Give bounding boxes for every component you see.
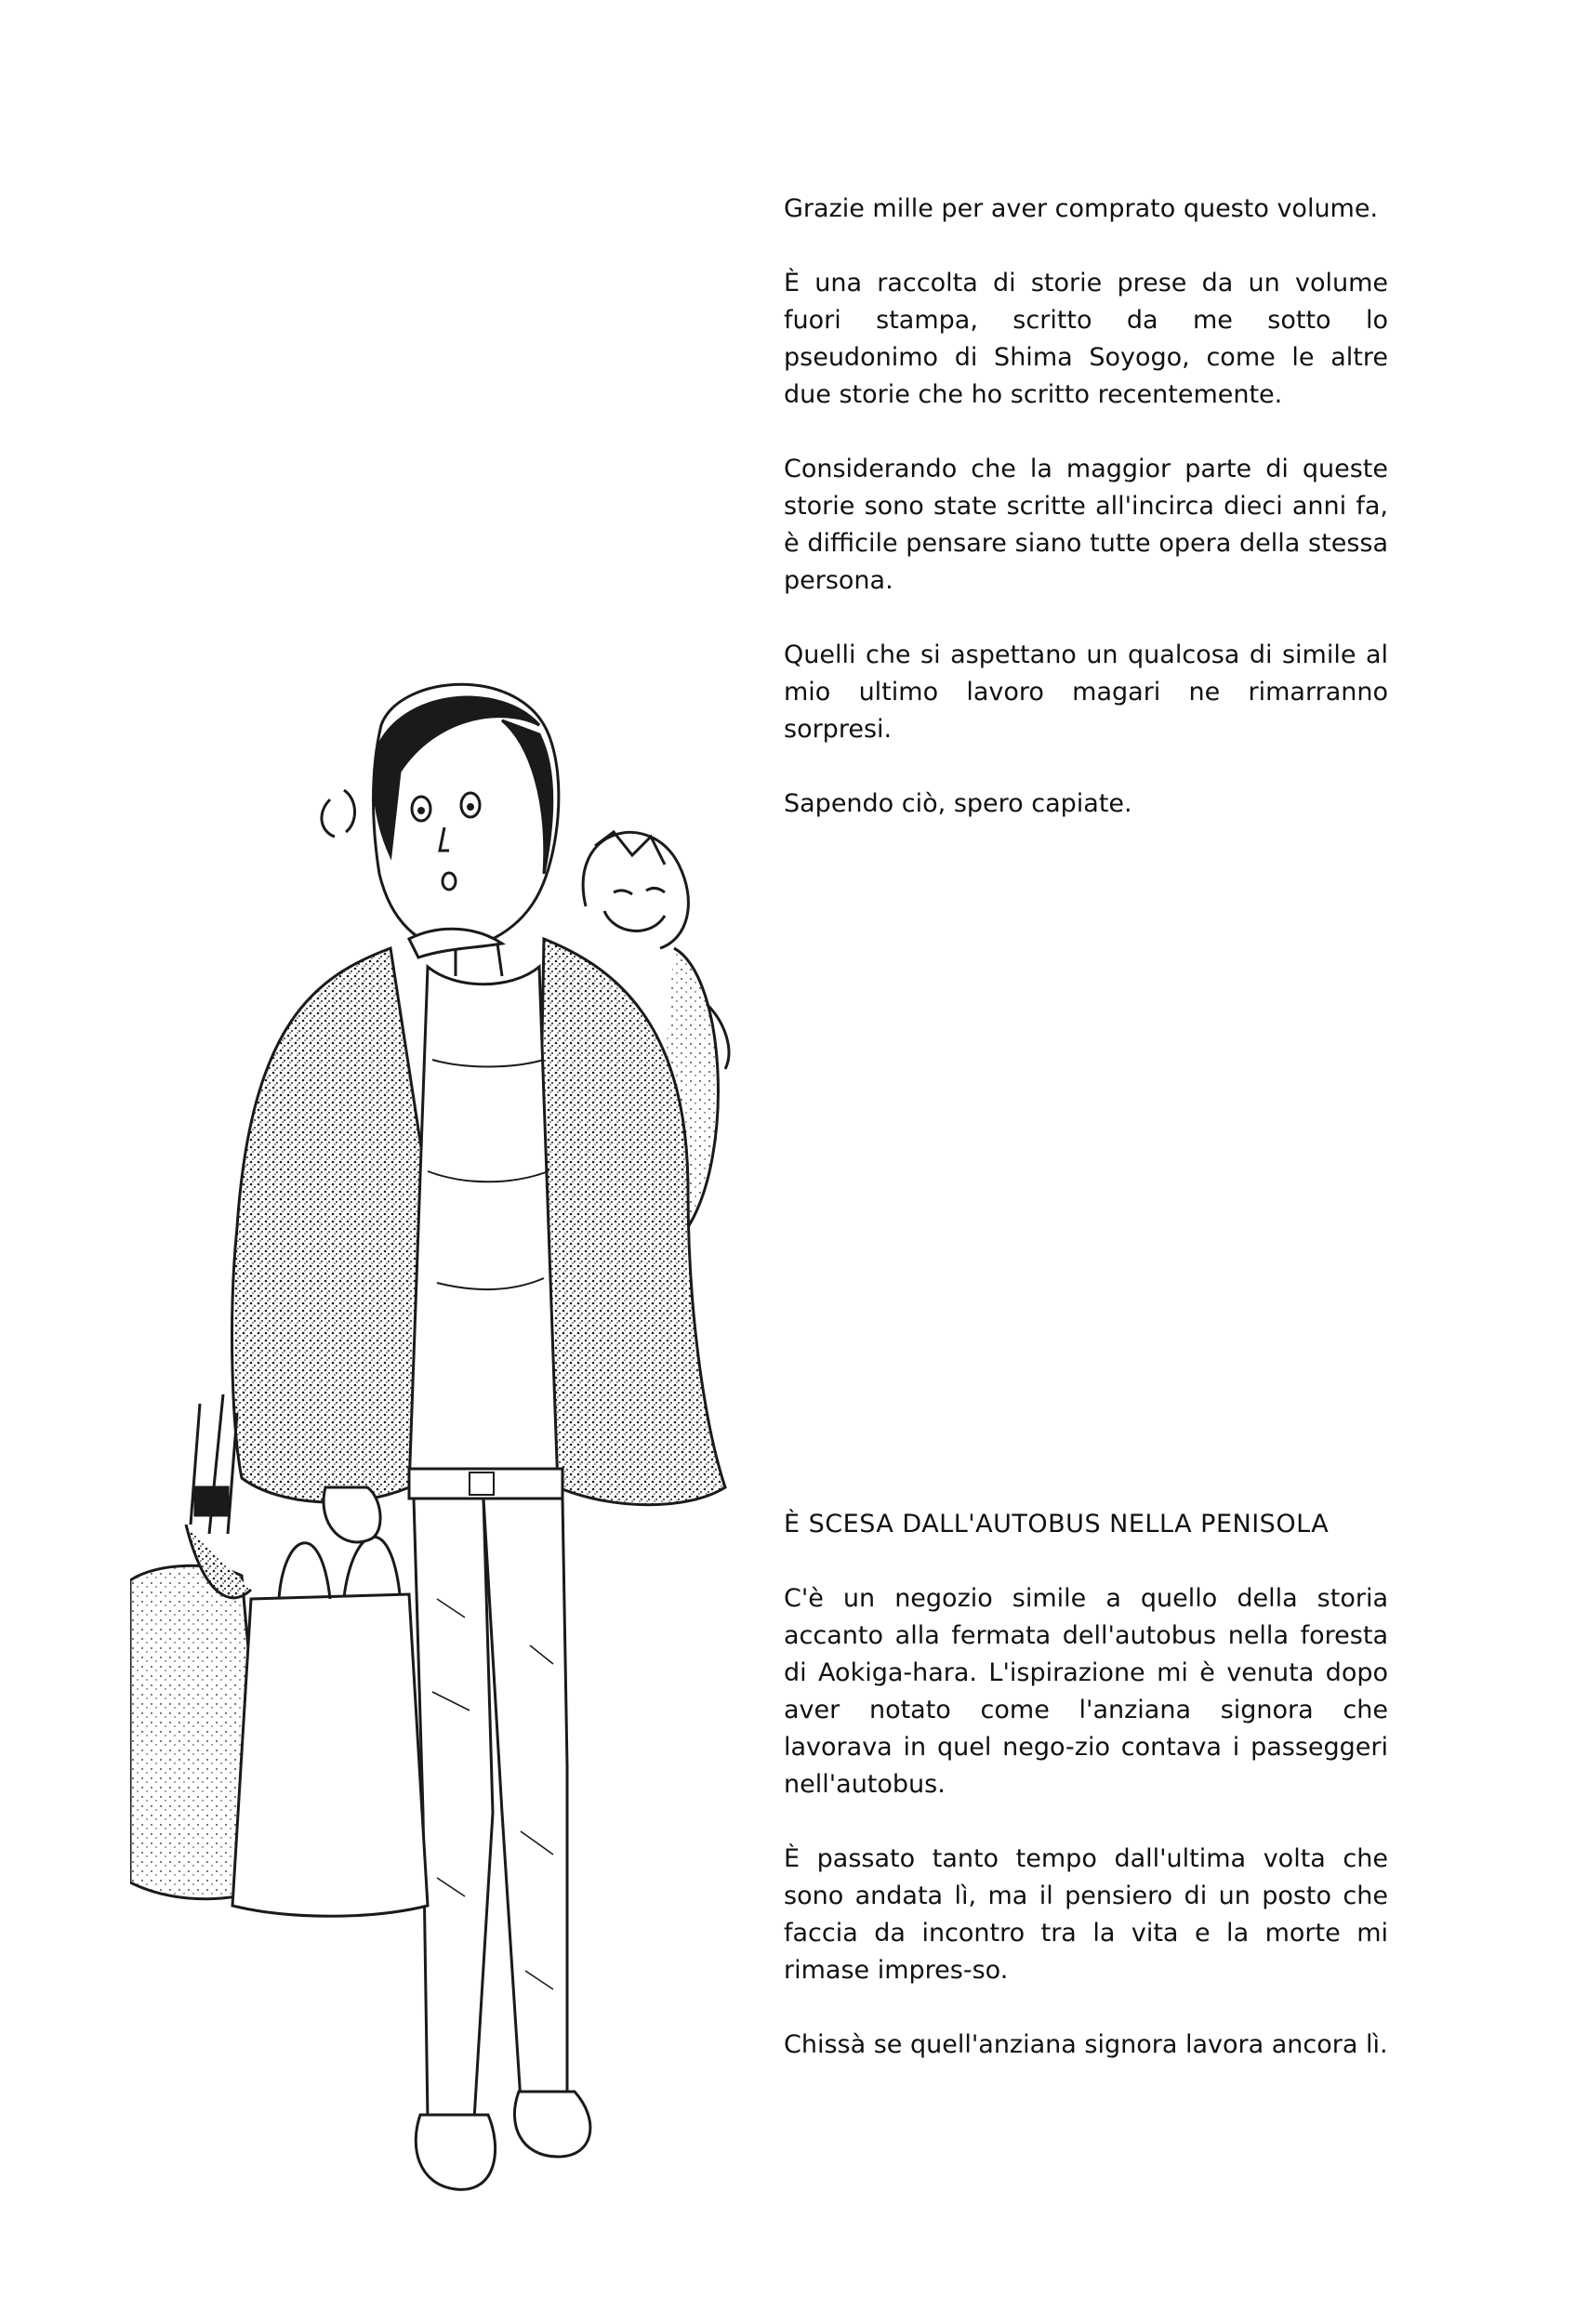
story-title: È SCESA DALL'AUTOBUS NELLA PENISOLA	[784, 1510, 1330, 1538]
story-note	[784, 1506, 1388, 2101]
note-paragraph: Chissà se quell'anziana signora lavora ancora lì.	[784, 2030, 1388, 2059]
note-paragraph: C'è un negozio simile a quello della storia accanto alla fermata dell'autobus nella foresta di Aokiga-hara. L'ispirazione mi è venuta dopo aver notato come l'anziana signora che lavorava in quel nego-zio contava i passeggeri nell'autobus.	[784, 1584, 1388, 1799]
intro-text	[784, 191, 1388, 860]
intro-paragraph: Grazie mille per aver comprato questo volume.	[784, 194, 1379, 223]
breath-puff	[322, 790, 355, 837]
shirt	[409, 967, 558, 1487]
intro-paragraph: Sapendo ciò, spero capiate.	[784, 789, 1132, 818]
note-paragraph: È passato tanto tempo dall'ultima volta che sono andata lì, ma il pensiero di un posto che faccia da incontro tra la vita e la morte mi rimase impres-so.	[784, 1844, 1388, 1985]
hand	[324, 1487, 380, 1542]
legs	[414, 1499, 567, 2119]
intro-paragraph: Considerando che la maggior parte di queste storie sono state scritte all'incirca dieci anni fa, è difficile pensare siano tutte opera della stessa persona.	[784, 455, 1388, 595]
intro-paragraph: Quelli che si aspettano un qualcosa di simile al mio ultimo lavoro magari ne rimarranno sorpresi.	[784, 640, 1388, 744]
manga-illustration	[130, 669, 772, 2240]
intro-paragraph: È una raccolta di storie prese da un volume fuori stampa, scritto da me sotto lo pseudonimo di Shima Soyogo, come le altre due storie che ho scritto recentemente.	[784, 269, 1388, 409]
